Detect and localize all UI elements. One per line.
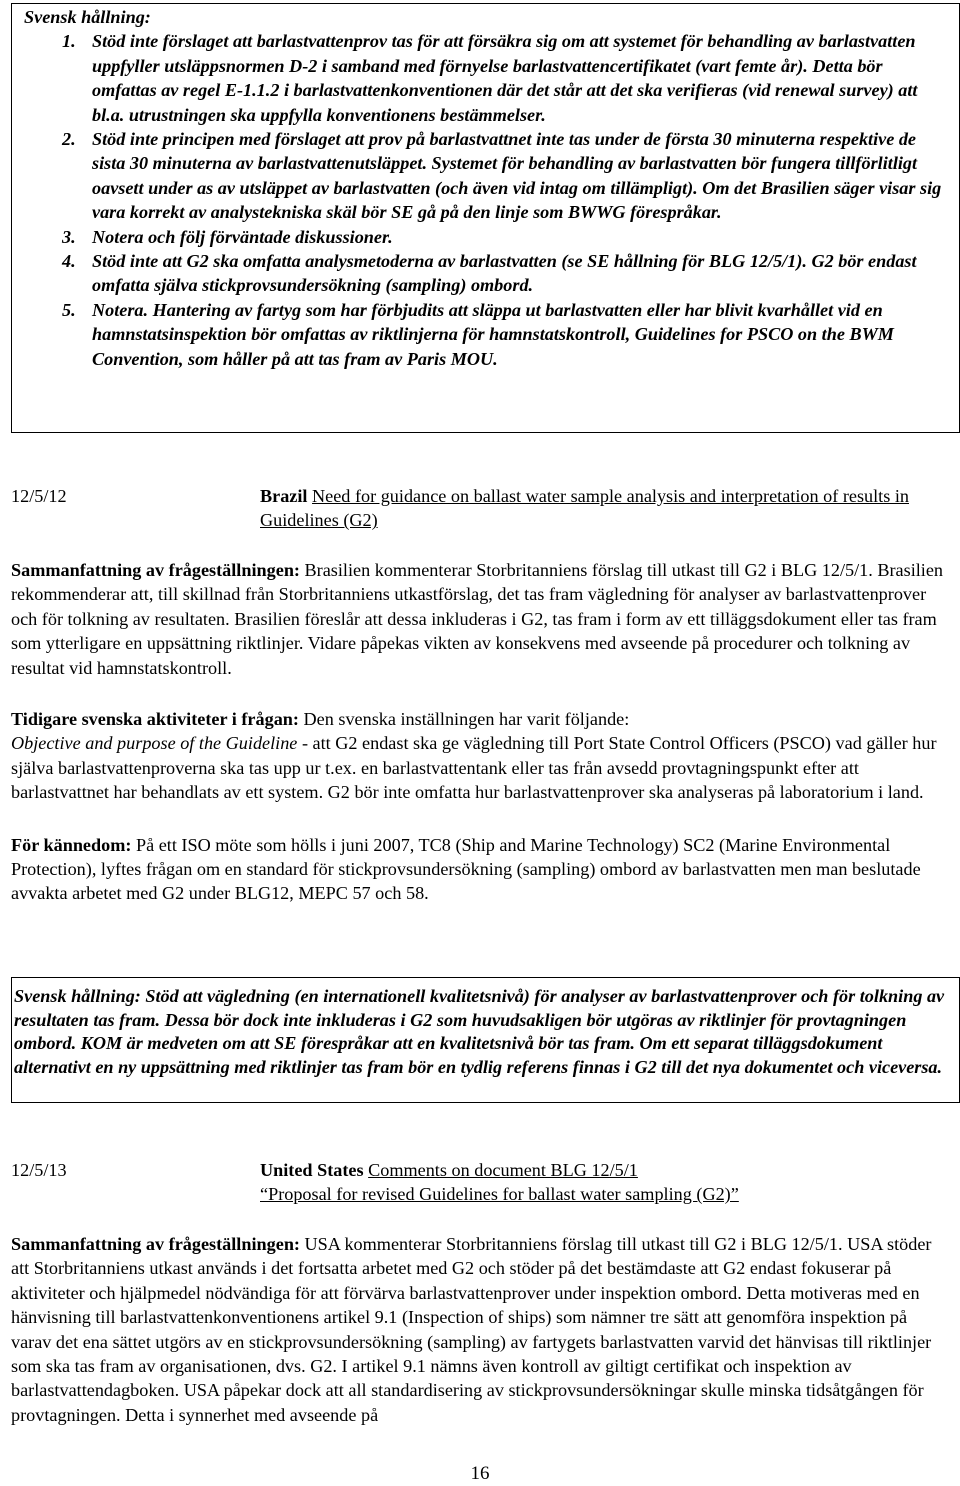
summary-paragraph bbox=[11, 1232, 949, 1427]
item-number: 4. bbox=[62, 251, 76, 272]
section-number: 12/5/12 bbox=[11, 486, 67, 506]
item-number: 2. bbox=[62, 129, 76, 150]
section-title bbox=[260, 484, 949, 533]
for-information-label: För kännedom: bbox=[11, 834, 132, 855]
list-item bbox=[24, 29, 947, 127]
item-text: Notera. Hantering av fartyg som har förbjudits att släppa ut barlastvatten eller har blivit kvarhållet vid en hamnstatsinspektion bör omfattas av riktlinjerna för hamnstatskontroll, Guidelines for PSCO on the BWM Convention, som håller på att tas fram av Paris MOU. bbox=[92, 299, 894, 369]
list-item bbox=[24, 127, 947, 225]
section-header bbox=[11, 484, 949, 533]
section-country: Brazil bbox=[260, 486, 308, 506]
section-country: United States bbox=[260, 1160, 364, 1180]
for-information-text: På ett ISO möte som hölls i juni 2007, TC8 (Ship and Marine Technology) SC2 (Marine Environmental Protection), lyftes frågan om en standard för stickprovsundersökning (sampling) ombord av barlastvatten men man beslutade avvakta arbetet med G2 under BLG12, MEPC 57 och 58. bbox=[11, 834, 921, 904]
section-header bbox=[11, 1158, 949, 1207]
swedish-position-box-1 bbox=[11, 3, 960, 433]
section-number: 12/5/13 bbox=[11, 1160, 67, 1180]
page-number: 16 bbox=[470, 1463, 490, 1484]
summary-text: USA kommenterar Storbritanniens förslag till utkast till G2 i BLG 12/5/1. USA stöder att Storbritanniens utkast används i det fortsatta arbetet med G2 och stöder på det bestämdaste att G2 endast fokuserar på aktiviteter och hjälpmedel nödvändiga för att förvärva barlastvattenprover under inspektion ombord. Detta motiveras med en hänvisning till barlastvattenkonventionens artikel 9.1 (Inspection of ships) som nämner tre sätt att genomföra inspektion på varav det ena sättet utgörs av en stickprovsundersökning (sampling) av fartygets barlastvatten varvid det hänvisas till riktlinjer som ska tas fram av organisationen, dvs. G2. I artikel 9.1 nämns även kontroll av giltigt certifikat och inspektion av barlastvattendagboken. USA påpekar dock att all standardisering av stickprovsundersökningar skulle minska tidsåtgången för provtagningen. Detta i synnerhet med avseende på bbox=[11, 1234, 932, 1425]
section-doc-title: Need for guidance on ballast water sample analysis and interpretation of results in Guidelines (G2) bbox=[260, 486, 909, 531]
position-list bbox=[24, 29, 947, 371]
previous-activities-rest: - att G2 endast ska ge vägledning till Port State Control Officers (PSCO) vad gäller hur själva barlastvattenproverna ska tas upp ur t.ex. en barlastvattentank eller tas från avsedd provtagningspunkt efter att barlastvattnet har behandlats av ett system. G2 bör inte omfatta hur barlastvattenprover ska analyseras på laboratorium i land. bbox=[11, 733, 937, 803]
section-12-5-13 bbox=[11, 1158, 949, 1427]
item-number: 1. bbox=[62, 31, 76, 52]
section-doc-title: Comments on document BLG 12/5/1 bbox=[368, 1160, 638, 1180]
previous-activities-italic: Objective and purpose of the Guideline bbox=[11, 733, 298, 754]
item-text: Stöd inte principen med förslaget att prov på barlastvattnet inte tas under de första 30 minuterna respektive de sista 30 minuterna av barlastvattenutsläppet. Systemet för behandling av barlastvatten bör fungera tillförlitligt oavsett under as av utsläppet av barlastvatten (och även vid intag om tillämpligt). Om det Brasilien säger visar sig vara korrekt av analystekniska skäl bör SE gå på den linje som BWWG förespråkar. bbox=[92, 129, 942, 223]
previous-activities-paragraph bbox=[11, 707, 949, 805]
previous-activities-text: Den svenska inställningen har varit följande: bbox=[303, 709, 630, 730]
item-number: 3. bbox=[62, 226, 76, 247]
list-item bbox=[24, 249, 947, 298]
item-text: Stöd inte att G2 ska omfatta analysmetoderna av barlastvatten (se SE hållning för BLG 12/5/1). G2 bör endast omfatta själva stickprovsundersökning (sampling) ombord. bbox=[92, 251, 917, 296]
swedish-position-box-2 bbox=[11, 977, 960, 1103]
summary-label: Sammanfattning av frågeställningen: bbox=[11, 1234, 300, 1254]
box-title: Svensk hållning: bbox=[24, 7, 151, 27]
summary-label: Sammanfattning av frågeställningen: bbox=[11, 560, 300, 580]
summary-paragraph bbox=[11, 558, 949, 680]
item-text: Stöd inte förslaget att barlastvattenprov tas för att försäkra sig om att systemet för behandling av barlastvatten uppfyller utsläppsnormen D-2 i samband med förnyelse barlastvattencertifikatet (vart femte år). Detta bör omfattas av regel E-1.1.2 i barlastvattenkonventionen där det står att det ska verifieras (vid renewal survey) att bl.a. utrustningen ska uppfylla konventionens bestämmelser. bbox=[92, 31, 918, 125]
previous-activities-label: Tidigare svenska aktiviteter i frågan: bbox=[11, 709, 299, 730]
section-doc-subtitle: “Proposal for revised Guidelines for ballast water sampling (G2)” bbox=[260, 1184, 739, 1205]
section-12-5-12 bbox=[11, 484, 949, 906]
list-item bbox=[24, 298, 947, 371]
list-item bbox=[24, 225, 947, 249]
item-text: Notera och följ förväntade diskussioner. bbox=[92, 226, 393, 247]
swedish-position-text: Svensk hållning: Stöd att vägledning (en internationell kvalitetsnivå) för analyser av barlastvattenprover och för tolkning av resultaten tas fram. Dessa bör dock inte inkluderas i G2 som huvudsakligen bör utgöras av riktlinjer för provtagningen ombord. KOM är medveten om att SE förespråkar att en kvalitetsnivå bör tas fram. Om ett separat tilläggsdokument alternativt en ny uppsättning med riktlinjer tas fram bör en tydlig referens finnas i G2 till det nya dokumentet och viceversa. bbox=[14, 986, 945, 1077]
item-number: 5. bbox=[62, 299, 76, 320]
for-information-paragraph bbox=[11, 833, 949, 906]
section-title bbox=[260, 1158, 739, 1207]
summary-text: Brasilien kommenterar Storbritanniens förslag till utkast till G2 i BLG 12/5/1. Brasilien rekommenderar att, till skillnad från Storbritanniens utkastförslag, det tas fram vägledning för analyser av barlastvattenprover och för tolkning av resultaten. Brasilien föreslår att dessa inkluderas i G2, tas fram i form av ett tilläggsdokument eller tas fram som ytterligare en uppsättning riktlinjer. Vidare påpekas vikten av konsekvens med avseende på procedurer och tolkning av resultat vid hamnstatskontroll. bbox=[11, 560, 944, 678]
